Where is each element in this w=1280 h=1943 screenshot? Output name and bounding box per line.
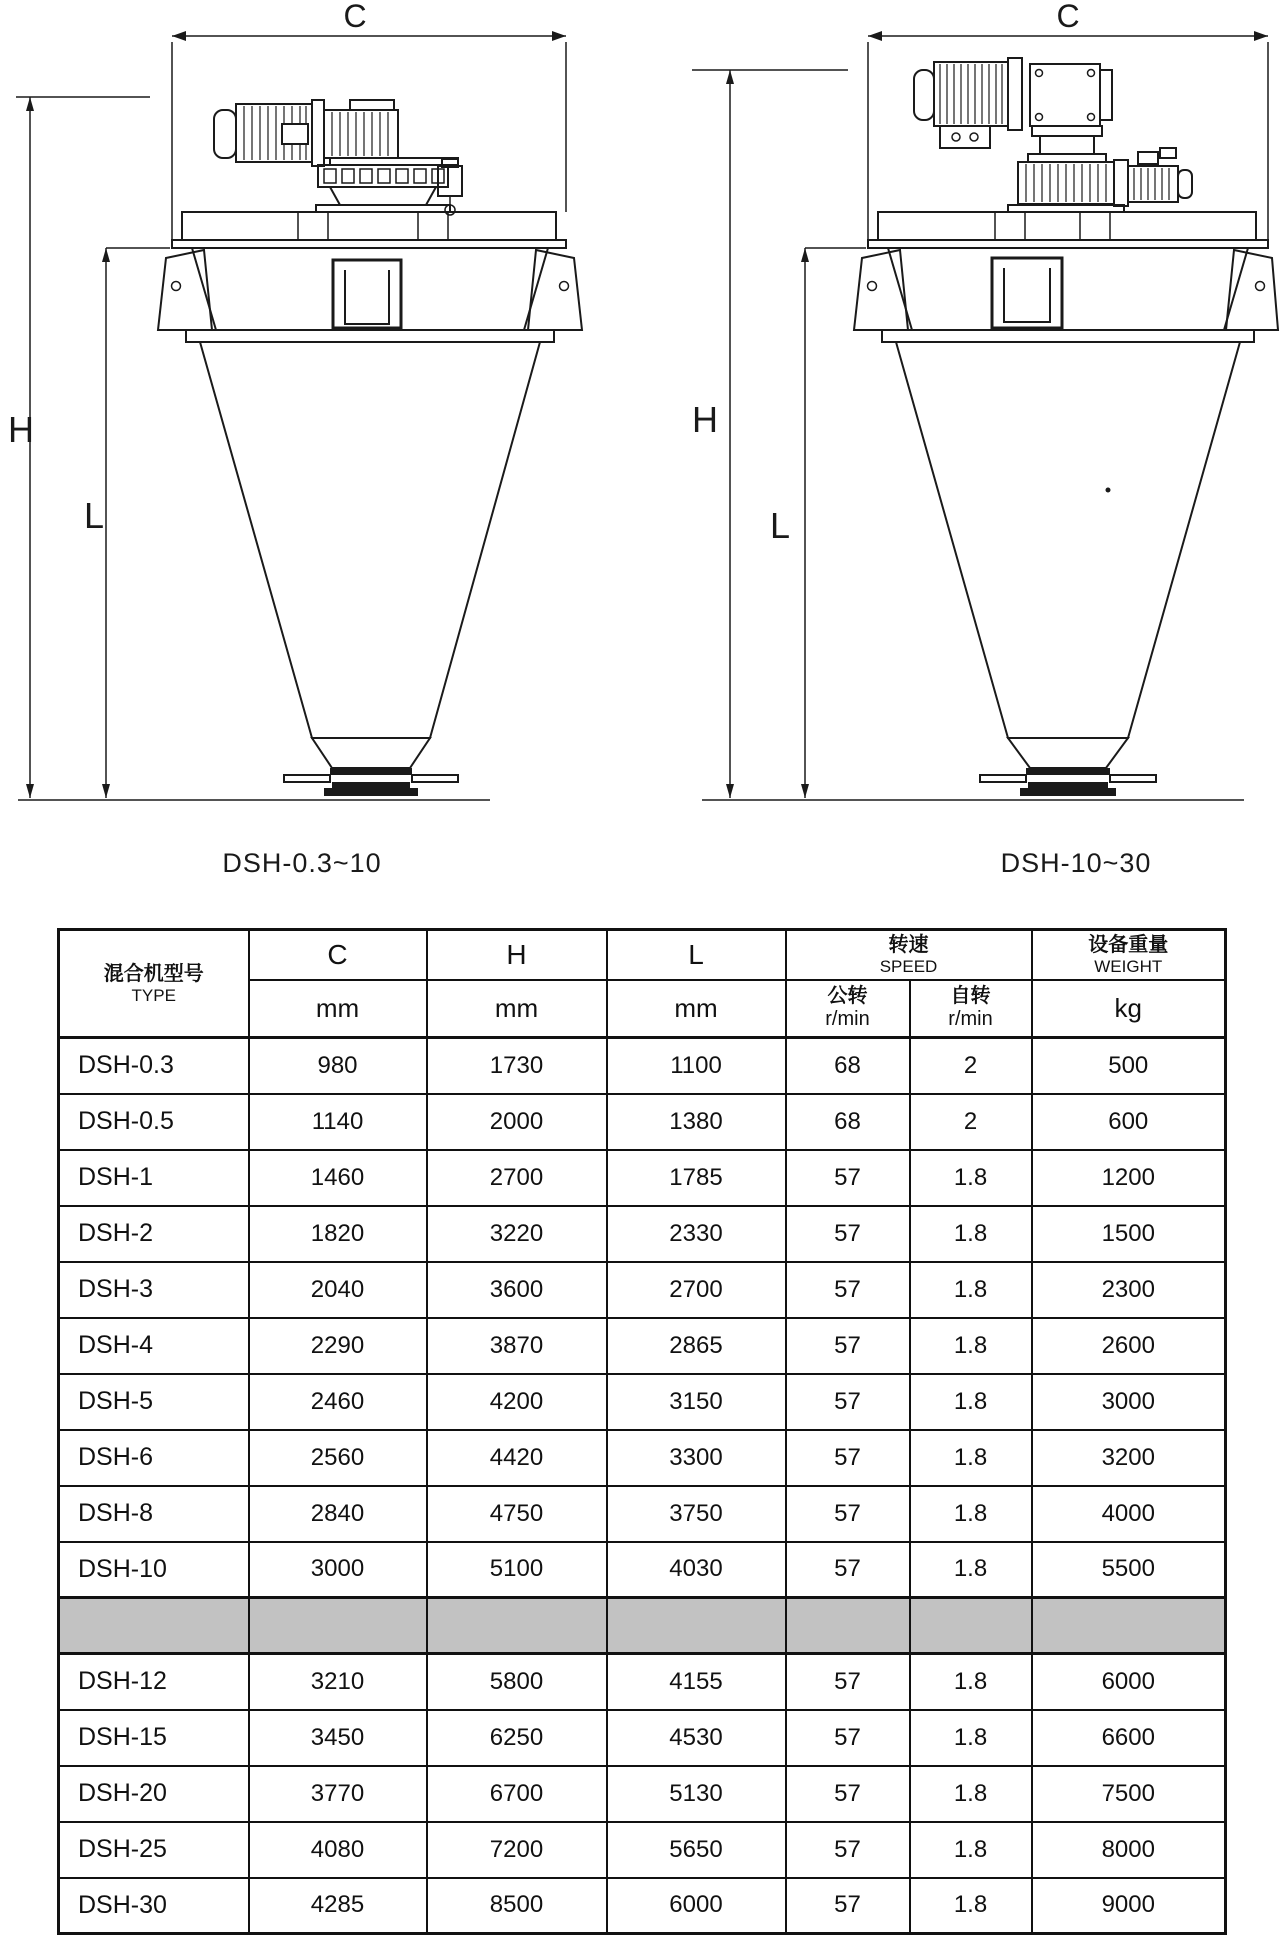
l-cell: 4030 <box>607 1542 786 1598</box>
header-rotation-unit: r/min <box>948 1008 993 1031</box>
right-mixer-diagram <box>640 0 1280 910</box>
separator-cell <box>607 1598 786 1654</box>
rotation-cell: 1.8 <box>910 1822 1032 1878</box>
weight-cell: 2300 <box>1032 1262 1226 1318</box>
dot-mark <box>1106 488 1111 493</box>
h-cell: 1730 <box>427 1038 607 1094</box>
l-cell: 6000 <box>607 1878 786 1934</box>
header-rotation <box>910 980 1032 1038</box>
dim-h-label: H <box>8 409 34 450</box>
header-c: C <box>249 930 427 980</box>
rotation-cell: 2 <box>910 1094 1032 1150</box>
weight-cell: 2600 <box>1032 1318 1226 1374</box>
c-cell: 1820 <box>249 1206 427 1262</box>
header-weight-en: WEIGHT <box>1094 956 1163 976</box>
model-cell: DSH-25 <box>59 1822 249 1878</box>
model-cell: DSH-10 <box>59 1542 249 1598</box>
header-weight-cn: 设备重量 <box>1088 933 1169 956</box>
c-cell: 980 <box>249 1038 427 1094</box>
header-type <box>59 930 249 1038</box>
orbit-cell: 57 <box>786 1206 910 1262</box>
rotation-cell: 1.8 <box>910 1654 1032 1710</box>
l-cell: 4155 <box>607 1654 786 1710</box>
dimension-h <box>8 97 150 798</box>
l-cell: 2330 <box>607 1206 786 1262</box>
rotation-cell: 1.8 <box>910 1878 1032 1934</box>
l-cell: 1380 <box>607 1094 786 1150</box>
dim-c-label: C <box>343 0 367 34</box>
discharge-flange <box>980 768 1156 796</box>
h-cell: 7200 <box>427 1822 607 1878</box>
rotation-cell: 1.8 <box>910 1766 1032 1822</box>
h-cell: 2000 <box>427 1094 607 1150</box>
table-row <box>59 1094 1226 1150</box>
dim-l-label: L <box>770 505 791 546</box>
weight-cell: 1500 <box>1032 1206 1226 1262</box>
separator-row <box>59 1598 1226 1654</box>
orbit-cell: 57 <box>786 1654 910 1710</box>
table-row <box>59 1878 1226 1934</box>
rotation-cell: 1.8 <box>910 1374 1032 1430</box>
table-header <box>59 930 1226 1038</box>
separator-cell <box>427 1598 607 1654</box>
model-cell: DSH-5 <box>59 1374 249 1430</box>
table-row <box>59 1318 1226 1374</box>
vessel <box>158 212 582 768</box>
rotation-cell: 1.8 <box>910 1430 1032 1486</box>
weight-cell: 9000 <box>1032 1878 1226 1934</box>
dimension-l <box>770 248 866 798</box>
orbit-cell: 57 <box>786 1430 910 1486</box>
dim-l-label: L <box>84 495 105 536</box>
model-cell: DSH-8 <box>59 1486 249 1542</box>
h-cell: 6250 <box>427 1710 607 1766</box>
table-row <box>59 1766 1226 1822</box>
rotation-cell: 2 <box>910 1038 1032 1094</box>
table-row <box>59 1822 1226 1878</box>
header-type-en: TYPE <box>131 985 176 1005</box>
header-speed-cn: 转速 <box>888 933 929 956</box>
model-cell: DSH-0.5 <box>59 1094 249 1150</box>
weight-cell: 600 <box>1032 1094 1226 1150</box>
drive-assembly <box>214 100 462 215</box>
h-cell: 3870 <box>427 1318 607 1374</box>
model-cell: DSH-3 <box>59 1262 249 1318</box>
l-cell: 4530 <box>607 1710 786 1766</box>
c-cell: 3000 <box>249 1542 427 1598</box>
header-orbit-cn: 公转 <box>827 985 868 1008</box>
rotation-cell: 1.8 <box>910 1150 1032 1206</box>
unit-h: mm <box>427 980 607 1038</box>
c-cell: 2840 <box>249 1486 427 1542</box>
l-cell: 1100 <box>607 1038 786 1094</box>
rotation-cell: 1.8 <box>910 1710 1032 1766</box>
weight-cell: 4000 <box>1032 1486 1226 1542</box>
drive-assembly <box>914 58 1192 212</box>
table-row <box>59 1430 1226 1486</box>
model-cell: DSH-15 <box>59 1710 249 1766</box>
left-mixer-diagram <box>0 0 640 910</box>
orbit-cell: 57 <box>786 1318 910 1374</box>
header-l: L <box>607 930 786 980</box>
header-orbit <box>786 980 910 1038</box>
manhole <box>333 260 401 328</box>
model-cell: DSH-0.3 <box>59 1038 249 1094</box>
orbit-cell: 68 <box>786 1094 910 1150</box>
table-row <box>59 1654 1226 1710</box>
h-cell: 8500 <box>427 1878 607 1934</box>
h-cell: 4420 <box>427 1430 607 1486</box>
vessel <box>854 212 1278 768</box>
rotation-cell: 1.8 <box>910 1486 1032 1542</box>
c-cell: 4285 <box>249 1878 427 1934</box>
c-cell: 2560 <box>249 1430 427 1486</box>
table-row <box>59 1262 1226 1318</box>
orbit-cell: 57 <box>786 1542 910 1598</box>
separator-cell <box>1032 1598 1226 1654</box>
weight-cell: 3000 <box>1032 1374 1226 1430</box>
c-cell: 4080 <box>249 1822 427 1878</box>
orbit-cell: 57 <box>786 1150 910 1206</box>
table-row <box>59 1038 1226 1094</box>
dim-h-label: H <box>692 399 718 440</box>
l-cell: 5650 <box>607 1822 786 1878</box>
support-bracket-right <box>1226 250 1278 330</box>
weight-cell: 8000 <box>1032 1822 1226 1878</box>
l-cell: 2865 <box>607 1318 786 1374</box>
header-speed <box>786 930 1032 980</box>
l-cell: 3150 <box>607 1374 786 1430</box>
rotation-cell: 1.8 <box>910 1206 1032 1262</box>
separator-cell <box>786 1598 910 1654</box>
weight-cell: 500 <box>1032 1038 1226 1094</box>
model-cell: DSH-4 <box>59 1318 249 1374</box>
l-cell: 3750 <box>607 1486 786 1542</box>
table-body <box>59 1038 1226 1934</box>
spec-table <box>57 928 1227 1935</box>
model-cell: DSH-6 <box>59 1430 249 1486</box>
table-row <box>59 1374 1226 1430</box>
h-cell: 2700 <box>427 1150 607 1206</box>
c-cell: 3770 <box>249 1766 427 1822</box>
orbit-cell: 57 <box>786 1822 910 1878</box>
orbit-cell: 57 <box>786 1486 910 1542</box>
c-cell: 2290 <box>249 1318 427 1374</box>
weight-cell: 1200 <box>1032 1150 1226 1206</box>
l-cell: 5130 <box>607 1766 786 1822</box>
h-cell: 4750 <box>427 1486 607 1542</box>
h-cell: 3600 <box>427 1262 607 1318</box>
right-caption: DSH-10~30 <box>1000 848 1152 878</box>
c-cell: 3210 <box>249 1654 427 1710</box>
discharge-flange <box>284 768 458 796</box>
c-cell: 2460 <box>249 1374 427 1430</box>
rotation-cell: 1.8 <box>910 1262 1032 1318</box>
separator-cell <box>249 1598 427 1654</box>
separator-cell <box>910 1598 1032 1654</box>
h-cell: 5100 <box>427 1542 607 1598</box>
model-cell: DSH-20 <box>59 1766 249 1822</box>
c-cell: 1140 <box>249 1094 427 1150</box>
weight-cell: 6600 <box>1032 1710 1226 1766</box>
rotation-cell: 1.8 <box>910 1318 1032 1374</box>
orbit-cell: 57 <box>786 1710 910 1766</box>
header-type-cn: 混合机型号 <box>103 962 204 985</box>
c-cell: 1460 <box>249 1150 427 1206</box>
left-caption: DSH-0.3~10 <box>222 848 382 878</box>
model-cell: DSH-1 <box>59 1150 249 1206</box>
dimension-h <box>692 70 848 798</box>
weight-cell: 5500 <box>1032 1542 1226 1598</box>
weight-cell: 3200 <box>1032 1430 1226 1486</box>
header-h: H <box>427 930 607 980</box>
l-cell: 3300 <box>607 1430 786 1486</box>
l-cell: 1785 <box>607 1150 786 1206</box>
h-cell: 6700 <box>427 1766 607 1822</box>
orbit-cell: 57 <box>786 1262 910 1318</box>
table-row <box>59 1206 1226 1262</box>
model-cell: DSH-12 <box>59 1654 249 1710</box>
manhole <box>992 258 1062 328</box>
table-row <box>59 1486 1226 1542</box>
table-row <box>59 1150 1226 1206</box>
orbit-cell: 68 <box>786 1038 910 1094</box>
weight-cell: 6000 <box>1032 1654 1226 1710</box>
unit-weight: kg <box>1032 980 1226 1038</box>
h-cell: 3220 <box>427 1206 607 1262</box>
unit-l: mm <box>607 980 786 1038</box>
header-orbit-unit: r/min <box>825 1008 870 1031</box>
separator-cell <box>59 1598 249 1654</box>
table-row <box>59 1542 1226 1598</box>
c-cell: 3450 <box>249 1710 427 1766</box>
header-weight <box>1032 930 1226 980</box>
h-cell: 5800 <box>427 1654 607 1710</box>
dim-c-label: C <box>1056 0 1080 34</box>
orbit-cell: 57 <box>786 1878 910 1934</box>
header-rotation-cn: 自转 <box>950 985 991 1008</box>
weight-cell: 7500 <box>1032 1766 1226 1822</box>
model-cell: DSH-30 <box>59 1878 249 1934</box>
header-speed-en: SPEED <box>879 956 938 976</box>
unit-c: mm <box>249 980 427 1038</box>
c-cell: 2040 <box>249 1262 427 1318</box>
l-cell: 2700 <box>607 1262 786 1318</box>
table-row <box>59 1710 1226 1766</box>
orbit-cell: 57 <box>786 1766 910 1822</box>
rotation-cell: 1.8 <box>910 1542 1032 1598</box>
model-cell: DSH-2 <box>59 1206 249 1262</box>
h-cell: 4200 <box>427 1374 607 1430</box>
orbit-cell: 57 <box>786 1374 910 1430</box>
